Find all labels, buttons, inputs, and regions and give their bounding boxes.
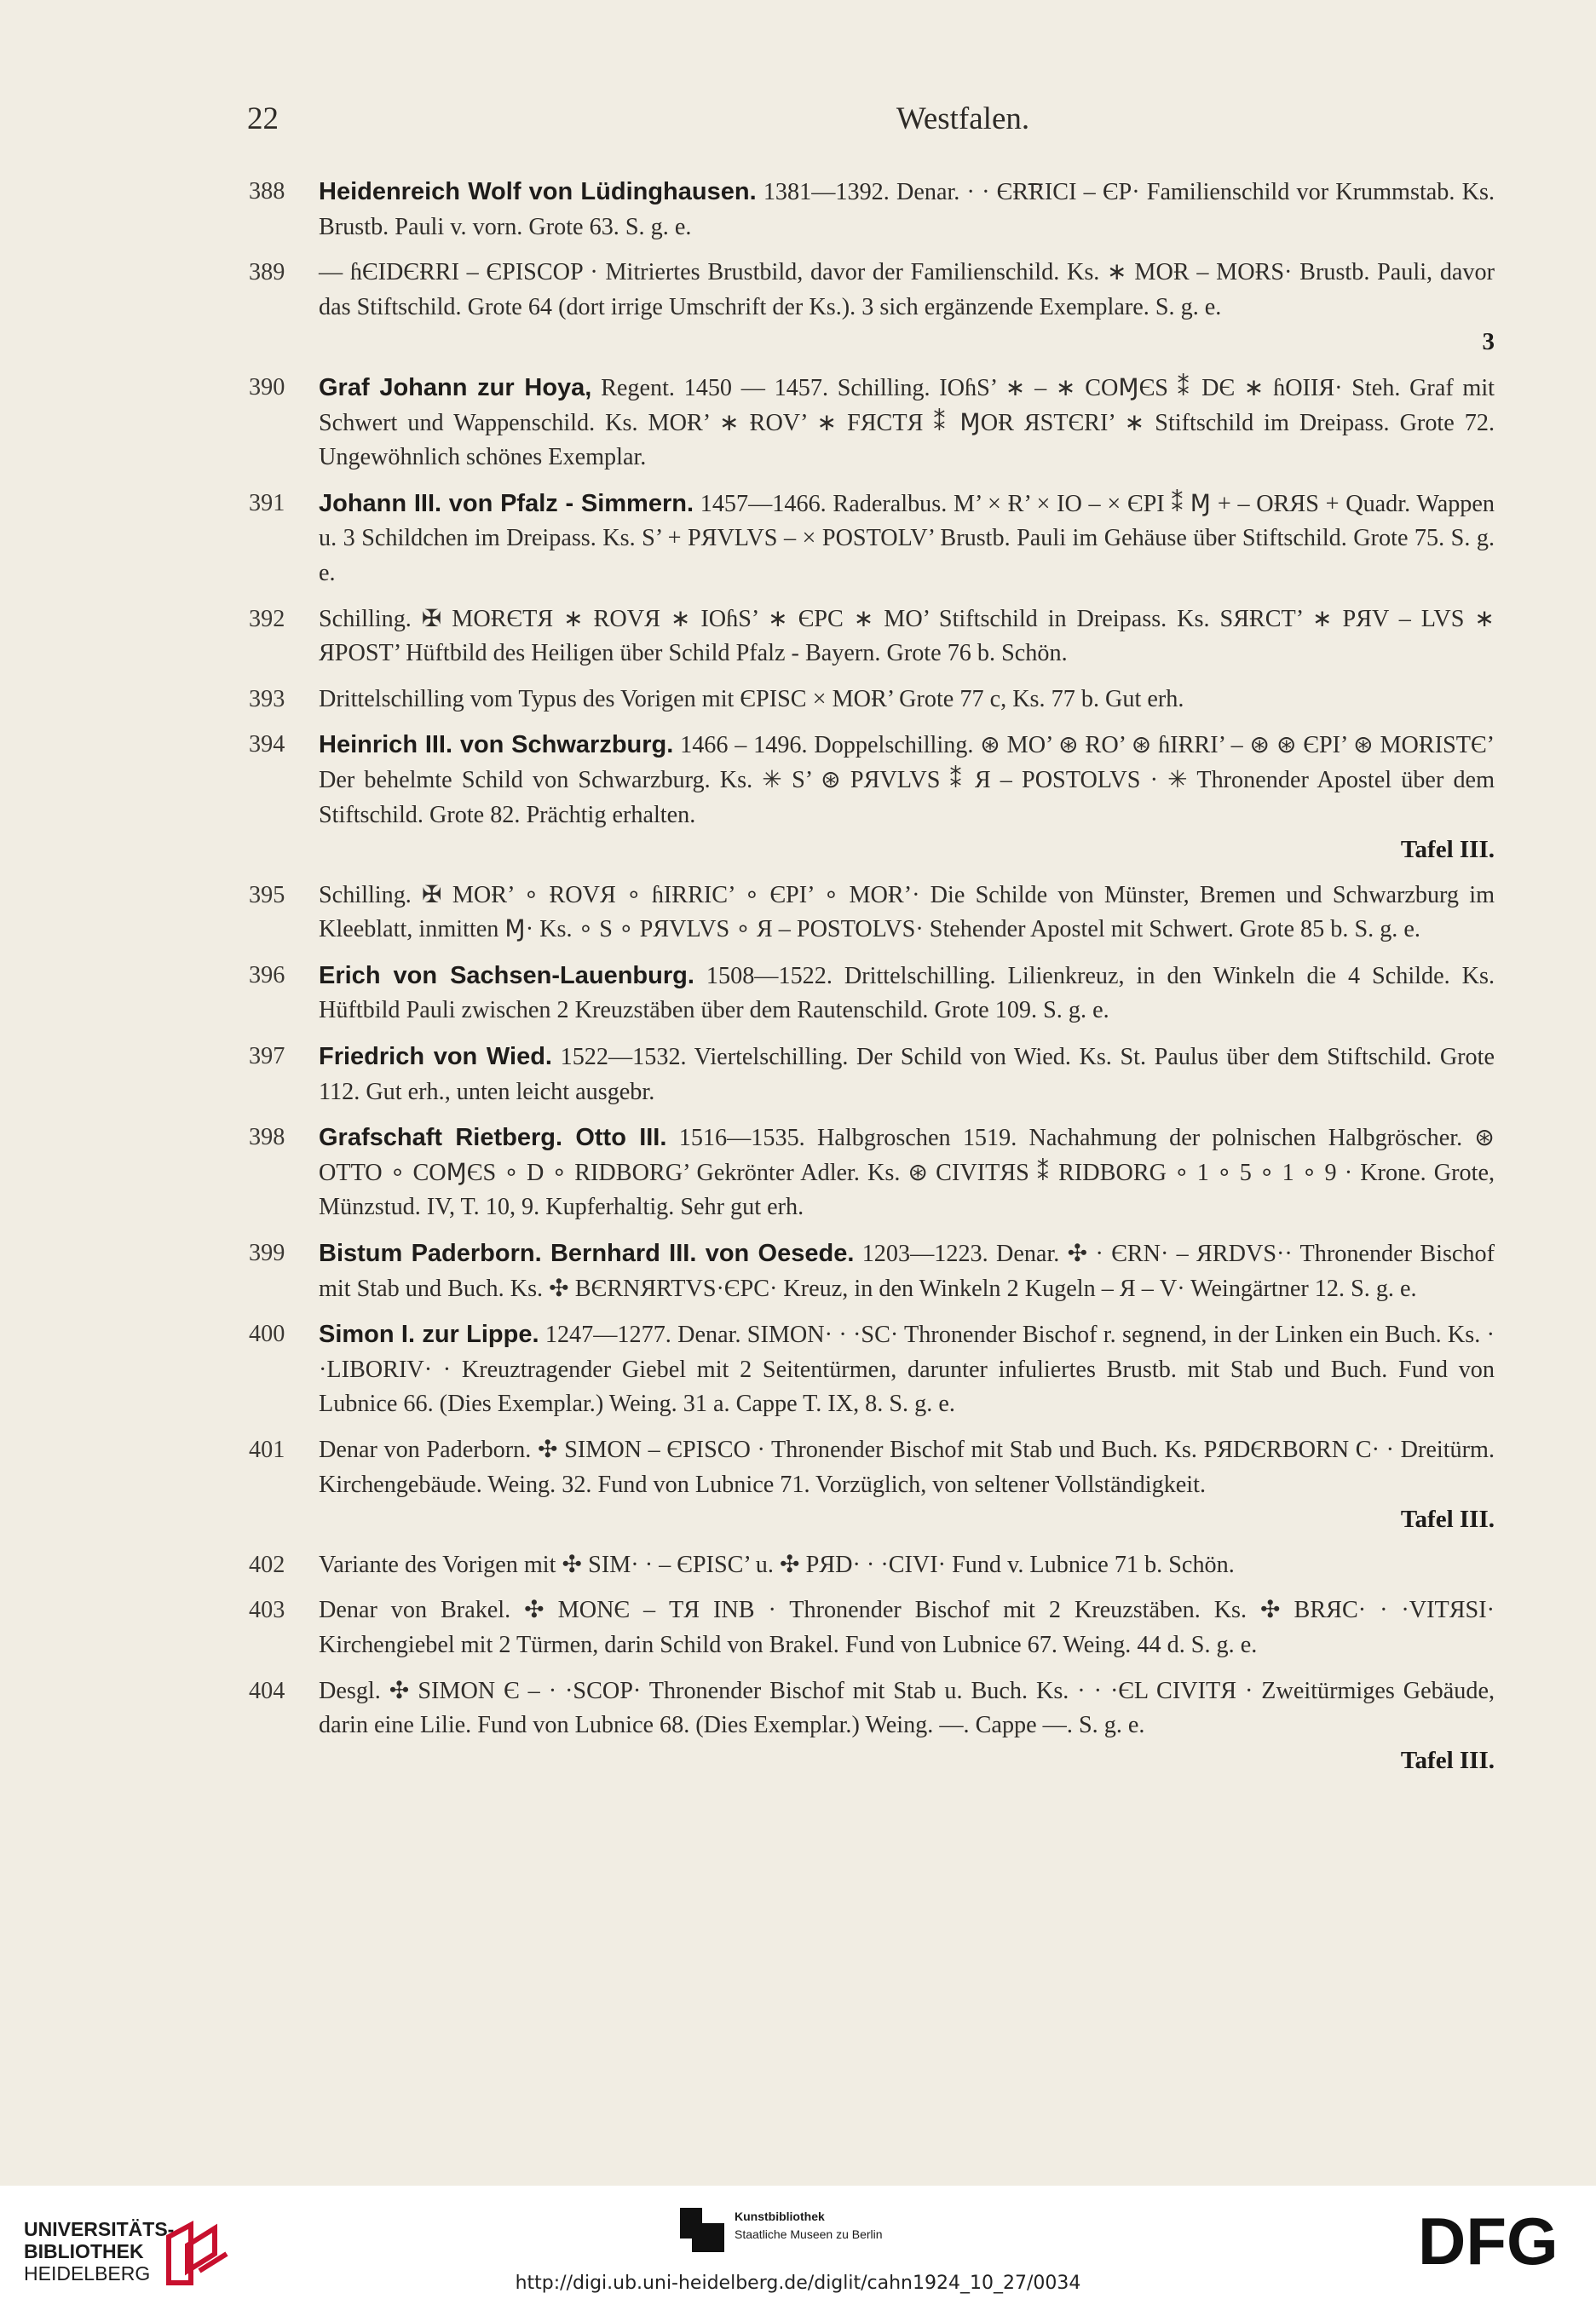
entry-body <box>319 1236 1495 1306</box>
entry-heading: Johann III. von Pfalz - Simmern. <box>319 489 694 517</box>
kb-line-1: Kunstbibliothek <box>735 2210 825 2223</box>
entry-text: — ɦЄIDЄɌRI – ЄPISCOP · Mitriertes Brustbild, davor der Familienschild. Ks. ∗ MOɌ – MOɌS· Brustb. Pauli, davor das Stiftschild. Grote 64 (dort irrige Umschrift der Ks.). 3 sich ergänzende Exemplare. S. g. e. <box>319 259 1495 320</box>
catalog-entry <box>249 371 1495 475</box>
entry-heading: Bistum Paderborn. Bernhard III. von Oesede. <box>319 1240 855 1268</box>
dfg-logo[interactable] <box>1418 2211 1571 2271</box>
entry-text: Schilling. ✠ MOɌ’ ∘ ɌOVЯ ∘ ɦIɌRIC’ ∘ ЄPI’ ∘ MOɌ’· Die Schilde von Münster, Bremen und Schwarzburg im Kleeblatt, inmitten Ɱ· Ks. ∘ S ∘ PЯVLVS ∘ Я – POSTOLVS· Stehender Apostel mit Schwert. Grote 85 b. S. g. e. <box>319 881 1495 943</box>
entry-text: 1516—1535. Halbgroschen 1519. Nachahmung der polnischen Halbgröscher. ⊛ OTTO ∘ COⱮЄS ∘ D ∘ RIDBORG’ Gekrönter Adler. Ks. ⊛ CIVITЯS ⁑ RIDBORG ∘ 1 ∘ 5 ∘ 1 ∘ 9 · Krone. Grote, Münzstud. IV, T. 10, 9. Kupferhaltig. Sehr gut erh. <box>319 1125 1495 1221</box>
entry-body <box>319 1121 1495 1225</box>
catalog-entry <box>249 487 1495 591</box>
entry-plate-ref: Tafel III. <box>1400 836 1495 864</box>
entry-text: 1381—1392. Denar. · · ЄɌ͞RICI – ЄP· Familienschild vor Krummstab. Ks. Brustb. Pauli v. vorn. Grote 63. S. g. e. <box>319 179 1495 240</box>
entry-body <box>319 602 1495 671</box>
entry-number: 398 <box>249 1124 285 1151</box>
page-title: Westfalen. <box>896 101 1030 136</box>
entry-text: 1457—1466. Raderalbus. M’ × Ɍ’ × IO – × ЄPI ⁑ Ɱ + – OɌЯS + Quadr. Wappen u. 3 Schildchen im Dreipass. Ks. S’ + PЯVLVS – × POSTOLV’ Brustb. Pauli im Gehäuse über Stiftschild. Grote 75. S. g. e. <box>319 490 1495 586</box>
catalog-entry <box>249 1317 1495 1422</box>
entry-text: Desgl. ✣ SIMON Є – · ·SCOP· Thronender Bischof mit Stab u. Buch. Ks. · · ·ЄL CIVITЯ · Zweitürmiges Gebäude, darin eine Lilie. Fund von Lubnice 68. (Dies Exemplar.) Weing. —. Cappe —. S. g. e. <box>319 1677 1495 1739</box>
catalog-entry <box>249 1040 1495 1109</box>
entry-text: 1247—1277. Denar. SIMON· · ·SC· Thronender Bischof r. segnend, in der Linken ein Buch. Ks. · ·LIBORIV· · Kreuztragender Giebel mit 2 Seitentürmen, darunter infuliertes Brustb. mit Stab und Buch. Fund von Lubnice 66. (Dies Exemplar.) Weing. 31 a. Cappe T. IX, 8. S. g. e. <box>319 1322 1495 1418</box>
entry-number: 394 <box>249 731 285 758</box>
entry-heading: Graf Johann zur Hoya, <box>319 373 592 401</box>
entry-body <box>319 1040 1495 1109</box>
catalog-entry <box>249 1121 1495 1225</box>
entry-number: 403 <box>249 1597 285 1624</box>
entry-number: 392 <box>249 605 285 632</box>
entry-number: 389 <box>249 259 285 286</box>
entry-body <box>319 1317 1495 1422</box>
entry-heading: Friedrich von Wied. <box>319 1043 552 1071</box>
entry-number: 395 <box>249 881 285 908</box>
catalog-entry <box>249 1236 1495 1306</box>
catalog-entry <box>249 1548 1495 1583</box>
catalog-entry <box>249 959 1495 1028</box>
entry-body <box>319 959 1495 1028</box>
entry-text: 1466 – 1496. Doppelschilling. ⊛ MO’ ⊛ ɌO’ ⊛ ɦIɌRI’ – ⊛ ⊛ ЄPI’ ⊛ MOɌISTЄ’ Der behelmte Schild von Schwarzburg. Ks. ✳ S’ ⊛ PЯVLVS ⁑ Я – POSTOLVS · ✳ Thronender Apostel über dem Stiftschild. Grote 82. Prächtig erhalten. <box>319 732 1495 828</box>
catalog-entry <box>249 728 1495 867</box>
entry-body <box>319 1593 1495 1662</box>
entry-number: 400 <box>249 1321 285 1348</box>
entry-plate-ref: Tafel III. <box>1400 1746 1495 1774</box>
entry-text: 1508—1522. Drittelschilling. Lilienkreuz, in den Winkeln die 4 Schilde. Ks. Hüftbild Pauli zwischen 2 Kreuzstäben über dem Rautenschild. Grote 109. S. g. e. <box>319 962 1495 1024</box>
catalog-entry <box>249 1593 1495 1662</box>
ub-line-1: UNIVERSITÄTS- <box>24 2218 175 2240</box>
entry-text: Variante des Vorigen mit ✣ SIM· · – ЄPISC’ u. ✣ PЯD· · ·CIVI· Fund v. Lubnice 71 b. Schön. <box>319 1551 1235 1578</box>
catalog-entries <box>249 175 1495 1789</box>
kb-line-2: Staatliche Museen zu Berlin <box>735 2227 883 2241</box>
entry-text: 1522—1532. Viertelschilling. Der Schild von Wied. Ks. St. Paulus über dem Stiftschild. Grote 112. Gut erh., unten leicht ausgebr. <box>319 1044 1495 1105</box>
entry-number: 391 <box>249 489 285 516</box>
entry-text: Denar von Brakel. ✣ MONЄ – TЯ INB · Thronender Bischof mit 2 Kreuzstäben. Ks. ✣ BRЯC· · ·VITЯSI· Kirchengiebel mit 2 Türmen, darin Schild von Brakel. Fund von Lubnice 67. Weing. 44 d. S. g. e. <box>319 1597 1495 1658</box>
catalog-entry <box>249 602 1495 671</box>
catalog-entry <box>249 175 1495 245</box>
entry-number: 404 <box>249 1677 285 1704</box>
entry-heading: Grafschaft Rietberg. Otto III. <box>319 1124 667 1152</box>
entry-number: 399 <box>249 1240 285 1267</box>
entry-number: 402 <box>249 1551 285 1578</box>
entry-body <box>319 728 1495 867</box>
entry-text: Schilling. ✠ MOɌЄTЯ ∗ ɌOVЯ ∗ IOɦS’ ∗ ЄPC ∗ MO’ Stiftschild in Dreipass. Ks. SЯɌCT’ ∗ PЯV – LVS ∗ ЯPOST’ Hüftbild des Heiligen über Schild Pfalz - Bayern. Grote 76 b. Schön. <box>319 605 1495 667</box>
entry-plate-ref: Tafel III. <box>1400 1506 1495 1534</box>
entry-number: 396 <box>249 961 285 988</box>
catalog-entry <box>249 683 1495 717</box>
source-url[interactable]: http://digi.ub.uni-heidelberg.de/diglit/cahn1924_10_27/0034 <box>515 2273 1081 2294</box>
entry-text: 1203—1223. Denar. ✣ · ЄRN· – ЯRDVS·· Thronender Bischof mit Stab und Buch. Ks. ✣ BЄRNЯRTVS·ЄPC· Kreuz, in den Winkeln 2 Kugeln – Я – V· Weingärtner 12. S. g. e. <box>319 1241 1495 1302</box>
entry-number: 401 <box>249 1437 285 1463</box>
entry-body <box>319 256 1495 360</box>
entry-number: 393 <box>249 685 285 712</box>
running-head <box>247 101 1500 141</box>
page-number: 22 <box>247 101 279 136</box>
dfg-text: DFG <box>1418 2211 1559 2271</box>
entry-heading: Heidenreich Wolf von Lüdinghausen. <box>319 178 757 205</box>
entry-body <box>319 1548 1495 1583</box>
entry-body <box>319 879 1495 948</box>
kunstbibliothek-mark-icon <box>680 2208 724 2252</box>
entry-heading: Simon I. zur Lippe. <box>319 1321 539 1349</box>
catalog-entry <box>249 1674 1495 1778</box>
catalog-entry <box>249 879 1495 948</box>
entry-text: Drittelschilling vom Typus des Vorigen mit ЄPISC × MOɌ’ Grote 77 c, Ks. 77 b. Gut erh. <box>319 685 1184 712</box>
entry-body <box>319 371 1495 475</box>
entry-text: Denar von Paderborn. ✣ SIMON – ЄPISCO · Thronender Bischof mit Stab und Buch. Ks. PЯDЄRBORN C· · Dreitürm. Kirchengebäude. Weing. 32. Fund von Lubnice 71. Vorzüglich, von seltener Vollständigkeit. <box>319 1437 1495 1498</box>
entry-number: 388 <box>249 178 285 205</box>
entry-body <box>319 1674 1495 1778</box>
entry-number: 397 <box>249 1043 285 1070</box>
catalog-entry <box>249 1433 1495 1537</box>
entry-body <box>319 683 1495 717</box>
catalog-entry <box>249 256 1495 360</box>
entry-body <box>319 175 1495 245</box>
kunstbibliothek-logo[interactable] <box>680 2203 953 2262</box>
ub-line-3: HEIDELBERG <box>24 2262 151 2285</box>
entry-body <box>319 487 1495 591</box>
entry-heading: Heinrich III. von Schwarzburg. <box>319 731 674 759</box>
entry-plate-ref: 3 <box>1482 328 1495 356</box>
entry-text: Regent. 1450 — 1457. Schilling. IOɦS’ ∗ – ∗ COⱮЄS ⁑ DЄ ∗ ɦOIIЯ· Steh. Graf mit Schwert und Wappenschild. Ks. MOɌ’ ∗ ɌOV’ ∗ FЯCTЯ ⁑ ⱮOɌ ЯSTЄRI’ ∗ Stiftschild im Dreipass. Grote 72. Ungewöhnlich schönes Exemplar. <box>319 374 1495 471</box>
ub-line-2: BIBLIOTHEK <box>24 2240 144 2262</box>
entry-heading: Erich von Sachsen-Lauenburg. <box>319 961 694 989</box>
entry-body <box>319 1433 1495 1537</box>
entry-number: 390 <box>249 373 285 400</box>
